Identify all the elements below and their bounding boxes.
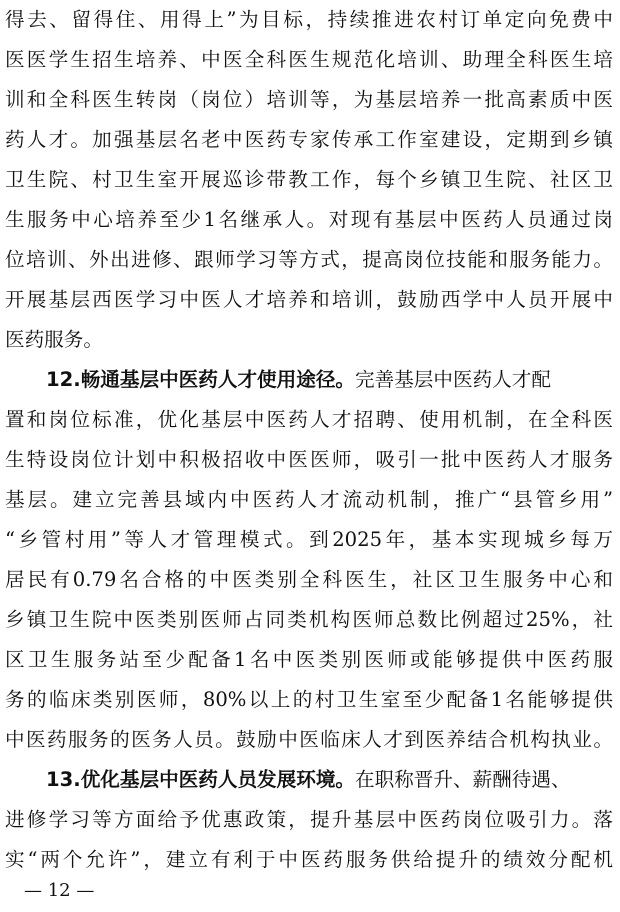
text-line: 开展基层西医学习中医人才培养和培训，鼓励西学中人员开展中	[5, 288, 613, 311]
text-line: 区卫生服务站至少配备1名中医类别医师或能够提供中医药服	[5, 648, 613, 671]
text-line: 训和全科医生转岗（岗位）培训等，为基层培养一批高素质中医	[5, 88, 613, 111]
section-12-heading: 12.畅通基层中医药人才使用途径。	[46, 368, 356, 391]
text-line: 生特设岗位计划中积极招收中医医师，吸引一批中医药人才服务	[5, 448, 613, 471]
text-line: 医药服务。	[5, 328, 103, 351]
text-line: 得去、留得住、用得上”为目标，持续推进农村订单定向免费中	[5, 8, 613, 31]
text-line: 卫生院、村卫生室开展巡诊带教工作，每个乡镇卫生院、社区卫	[5, 168, 613, 191]
section-13-heading: 13.优化基层中医药人员发展环境。	[46, 768, 356, 791]
text-line: “乡管村用”等人才管理模式。到2025年，基本实现城乡每万	[5, 528, 613, 551]
text-line: 实“两个允许”，建立有利于中医药服务供给提升的绩效分配机	[5, 848, 613, 871]
text-line: 药人才。加强基层名老中医药专家传承工作室建设，定期到乡镇	[5, 128, 613, 151]
section-13-first-line	[46, 760, 613, 800]
text-line: 置和岗位标准，优化基层中医药人才招聘、使用机制，在全科医	[5, 408, 613, 431]
text-line: 中医药服务的医务人员。鼓励中医临床人才到医养结合机构执业。	[5, 728, 613, 751]
page-number: — 12 —	[24, 880, 95, 901]
text-line: 居民有0.79名合格的中医类别全科医生，社区卫生服务中心和	[5, 568, 613, 591]
text-line: 进修学习等方面给予优惠政策，提升基层中医药岗位吸引力。落	[5, 808, 613, 831]
section-12-first-line	[46, 360, 613, 400]
text-line: 生服务中心培养至少1名继承人。对现有基层中医药人员通过岗	[5, 208, 613, 231]
text-line: 乡镇卫生院中医类别医师占同类机构医师总数比例超过25%，社	[5, 608, 613, 631]
text-line: 医医学生招生培养、中医全科医生规范化培训、助理全科医生培	[5, 48, 613, 71]
text-line: 基层。建立完善县域内中医药人才流动机制，推广“县管乡用”	[5, 488, 613, 511]
text-line: 位培训、外出进修、跟师学习等方式，提高岗位技能和服务能力。	[5, 248, 613, 271]
section-12-lead: 完善基层中医药人才配	[355, 368, 551, 391]
section-13-lead: 在职称晋升、薪酬待遇、	[355, 768, 571, 791]
text-line: 务的临床类别医师，80%以上的村卫生室至少配备1名能够提供	[5, 688, 613, 711]
